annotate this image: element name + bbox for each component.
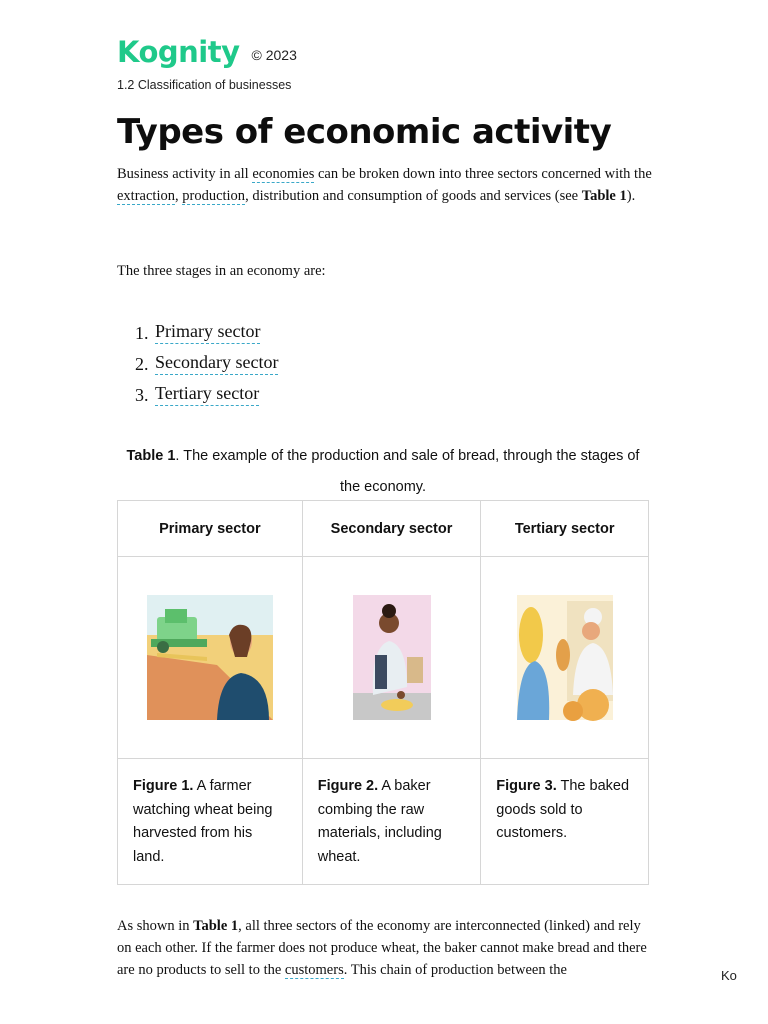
- header-primary-sector: Primary sector: [118, 501, 303, 557]
- header-secondary-sector: Secondary sector: [302, 501, 481, 557]
- table-reference: Table 1: [193, 918, 239, 934]
- page-title: Types of economic activity: [117, 112, 612, 152]
- glossary-term-tertiary-sector[interactable]: Tertiary sector: [155, 382, 259, 406]
- stage-item: 3. Tertiary sector: [135, 383, 260, 405]
- bakery-customer-illustration: [517, 595, 613, 720]
- table-image-row: [118, 557, 649, 759]
- sectors-table: [117, 500, 649, 885]
- glossary-term-secondary-sector[interactable]: Secondary sector: [155, 351, 278, 375]
- figure-caption: Figure 2. A baker combing the raw materials, including wheat.: [302, 759, 481, 885]
- kognity-logo: Kognity: [117, 35, 240, 69]
- copyright-text: © 2023: [251, 47, 297, 63]
- glossary-term-primary-sector[interactable]: Primary sector: [155, 320, 260, 344]
- page-header: [117, 34, 297, 70]
- figure-caption: Figure 3. The baked goods sold to customers.: [481, 759, 649, 885]
- glossary-term-production[interactable]: production: [182, 188, 246, 204]
- intro-paragraph: Business activity in all economies can be broken down into three sectors concerned with the extraction, production, distribution and consumption of goods and services (see Table 1).: [117, 166, 652, 204]
- stages-list: [135, 318, 278, 411]
- breadcrumb: 1.2 Classification of businesses: [117, 78, 292, 92]
- cut-off-text: Ko: [721, 968, 737, 983]
- header-tertiary-sector: Tertiary sector: [481, 501, 649, 557]
- stage-item: 1. Primary sector: [135, 321, 261, 343]
- table-reference: Table 1: [581, 188, 627, 204]
- glossary-term-economies[interactable]: economies: [252, 166, 315, 182]
- stage-item: 2. Secondary sector: [135, 352, 279, 374]
- closing-paragraph: As shown in Table 1, all three sectors of the economy are interconnected (linked) and rely on each other. If the farmer does not produce wheat, the baker cannot make bread and there are no products to sell to the customers. This chain of production between the: [117, 918, 647, 978]
- table-caption: Table 1. The example of the production and sale of bread, through the stages of the economy.: [126, 448, 640, 495]
- glossary-term-customers[interactable]: customers: [284, 962, 344, 978]
- glossary-term-extraction[interactable]: extraction: [117, 188, 175, 204]
- farmer-illustration: [147, 595, 273, 720]
- table-caption-row: [118, 759, 649, 885]
- figure-caption: Figure 1. A farmer watching wheat being harvested from his land.: [118, 759, 303, 885]
- table-header-row: [118, 501, 649, 557]
- baker-illustration: [353, 595, 431, 720]
- stages-intro: The three stages in an economy are:: [117, 263, 326, 279]
